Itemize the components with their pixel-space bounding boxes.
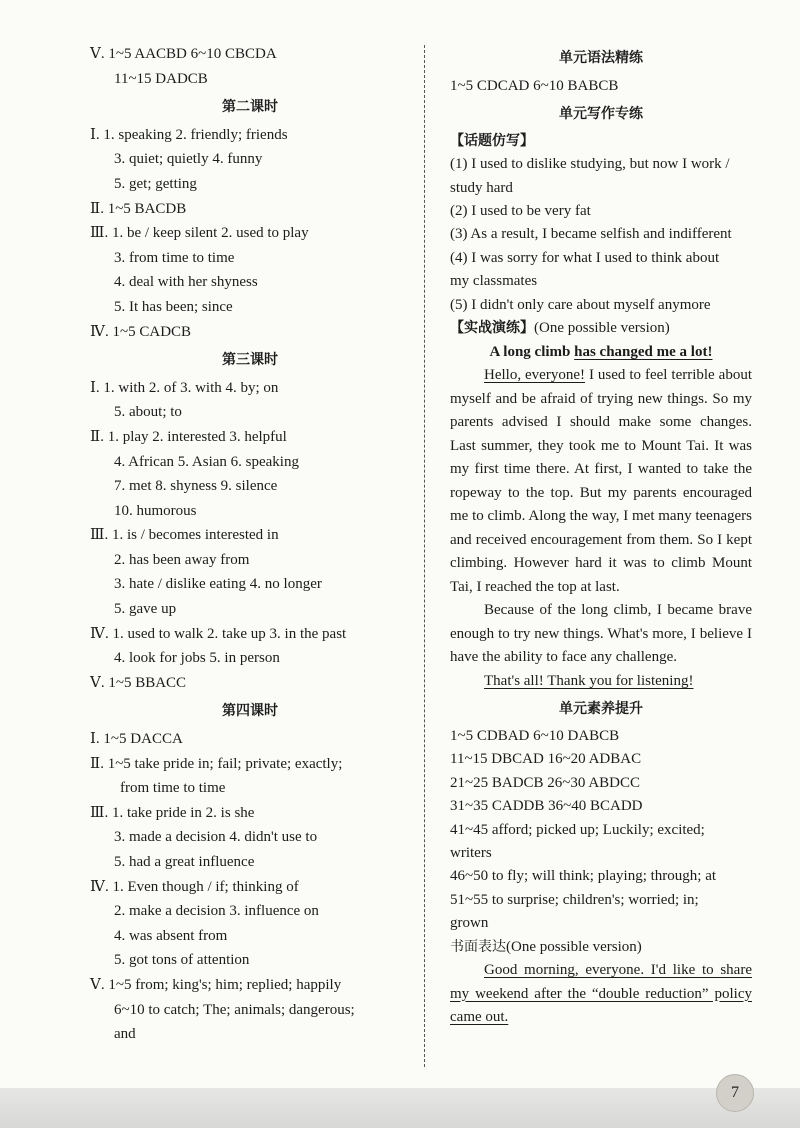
answer-line: (4) I was sorry for what I used to think about <box>450 249 720 266</box>
answer-line: 5. get; getting <box>114 175 197 192</box>
answer-line: Ⅲ. 1. be / keep silent 2. used to play <box>90 225 309 242</box>
answer-line: Ⅰ. 1. with 2. of 3. with 4. by; on <box>90 379 279 396</box>
answer-line: 11~15 DADCB <box>114 70 208 87</box>
answer-line: Ⅴ. 1~5 AACBD 6~10 CBCDA <box>90 46 277 62</box>
answer-line: Ⅱ. 1. play 2. interested 3. helpful <box>90 428 287 445</box>
section-title-lesson-2: 第二课时 <box>222 99 278 116</box>
answer-line: from time to time <box>120 780 226 797</box>
answer-line: 6~10 to catch; The; animals; dangerous; <box>114 1001 355 1018</box>
written-expression-tag: 书面表达 <box>450 938 506 955</box>
answer-line: writers <box>450 845 492 862</box>
practice-note: (One possible version) <box>534 320 670 337</box>
written-paragraph-text: Good morning, everyone. I'd like to share my weekend after the “double reduction” policy came out. <box>450 962 752 1026</box>
answer-line: grown <box>450 915 489 932</box>
essay-paragraph-3 <box>450 670 752 694</box>
answer-line: 1~5 CDBAD 6~10 DABCB <box>450 728 620 745</box>
practice-line <box>450 317 752 340</box>
answer-line: 3. quiet; quietly 4. funny <box>114 151 263 168</box>
left-column <box>90 42 410 1047</box>
answer-line: Ⅲ. 1. is / becomes interested in <box>90 527 279 544</box>
answer-line: (1) I used to dislike studying, but now I work / <box>450 156 730 173</box>
answer-line: Ⅳ. 1. used to walk 2. take up 3. in the past <box>90 625 347 642</box>
answer-line: and <box>114 1026 136 1043</box>
answer-line: 4. was absent from <box>114 927 228 944</box>
essay-paragraph-2: Because of the long climb, I became brave enough to try new things. What's more, I believe I have the ability to face any challenge. <box>450 602 752 666</box>
answer-line: 4. African 5. Asian 6. speaking <box>114 453 299 470</box>
essay-paragraph-1 <box>450 364 752 599</box>
answer-line: 5. about; to <box>114 404 182 421</box>
answer-line: (3) As a result, I became selfish and indifferent <box>450 226 732 243</box>
essay-title-underlined: has changed me a lot! <box>574 344 713 361</box>
answer-line: 51~55 to surprise; children's; worried; in; <box>450 891 699 908</box>
essay-opening: Hello, everyone! <box>484 367 585 384</box>
answer-line: 11~15 DBCAD 16~20 ADBAC <box>450 751 642 768</box>
answer-line: 10. humorous <box>114 502 197 519</box>
answer-line: 21~25 BADCB 26~30 ABDCC <box>450 774 641 791</box>
answer-line: Ⅰ. 1. speaking 2. friendly; friends <box>90 126 288 143</box>
answer-line: (2) I used to be very fat <box>450 203 591 219</box>
practice-tag: 【实战演练】 <box>450 320 534 337</box>
answer-line: 3. from time to time <box>114 249 235 266</box>
section-title-lesson-4: 第四课时 <box>222 703 278 720</box>
answer-line: 41~45 afford; picked up; Luckily; excited; <box>450 821 705 838</box>
answer-line: 5. gave up <box>114 601 177 618</box>
answer-line: Ⅱ. 1~5 BACDB <box>90 200 187 217</box>
topic-imitation-tag: 【话题仿写】 <box>450 132 534 149</box>
answer-line: (5) I didn't only care about myself anymore <box>450 296 711 313</box>
column-divider <box>424 45 425 1067</box>
section-title-lesson-3: 第三课时 <box>222 352 278 369</box>
answer-line: 4. look for jobs 5. in person <box>114 650 280 667</box>
answer-line: my classmates <box>450 273 538 290</box>
answer-line: Ⅲ. 1. take pride in 2. is she <box>90 804 255 821</box>
written-expression-note: (One possible version) <box>506 938 642 955</box>
essay-closing: That's all! Thank you for listening! <box>484 672 694 689</box>
section-title-grammar: 单元语法精练 <box>559 50 643 66</box>
answer-line: Ⅳ. 1~5 CADCB <box>90 323 192 340</box>
page-footer-band <box>0 1088 800 1128</box>
answer-line: 31~35 CADDB 36~40 BCADD <box>450 798 643 815</box>
answer-line: 2. has been away from <box>114 551 250 568</box>
answer-line: 5. got tons of attention <box>114 952 250 969</box>
answer-line: study hard <box>450 179 513 196</box>
answer-line: Ⅰ. 1~5 DACCA <box>90 731 183 748</box>
answer-line: 3. hate / dislike eating 4. no longer <box>114 576 322 593</box>
section-title-quality: 单元素养提升 <box>559 701 643 718</box>
essay-title <box>450 340 752 364</box>
answer-line: 1~5 CDCAD 6~10 BABCB <box>450 77 619 94</box>
answer-line: 5. It has been; since <box>114 298 233 315</box>
answer-line: Ⅴ. 1~5 BBACC <box>90 674 187 691</box>
answer-line: 2. make a decision 3. influence on <box>114 903 319 920</box>
answer-line: 3. made a decision 4. didn't use to <box>114 829 318 846</box>
written-paragraph <box>450 959 752 1030</box>
essay-body-1: I used to feel terrible about myself and be afraid of trying new things. So my parents advised I should make some changes. Last summer, they took me to Mount Tai. It was my first time there. At first, I wanted to take the ropeway to the top. But my parents encouraged me to climb. Along the way, I met many teenagers and received encouragement from them. So I kept climbing. However hard it was to climb Mount Tai, I reached the top at last. <box>450 367 752 595</box>
answer-line: Ⅱ. 1~5 take pride in; fail; private; exactly; <box>90 755 343 772</box>
written-expression-line <box>450 936 752 959</box>
section-title-writing: 单元写作专练 <box>559 106 643 123</box>
answer-line: 4. deal with her shyness <box>114 274 258 291</box>
right-column <box>450 42 752 1030</box>
page-number: 7 <box>716 1074 754 1112</box>
answer-line: 7. met 8. shyness 9. silence <box>114 478 278 495</box>
answer-line: 5. had a great influence <box>114 854 255 870</box>
essay-title-start: A long climb <box>489 344 575 361</box>
answer-line: Ⅳ. 1. Even though / if; thinking of <box>90 878 299 895</box>
answer-line: 46~50 to fly; will think; playing; through; at <box>450 868 717 885</box>
answer-line: Ⅴ. 1~5 from; king's; him; replied; happily <box>90 976 342 993</box>
